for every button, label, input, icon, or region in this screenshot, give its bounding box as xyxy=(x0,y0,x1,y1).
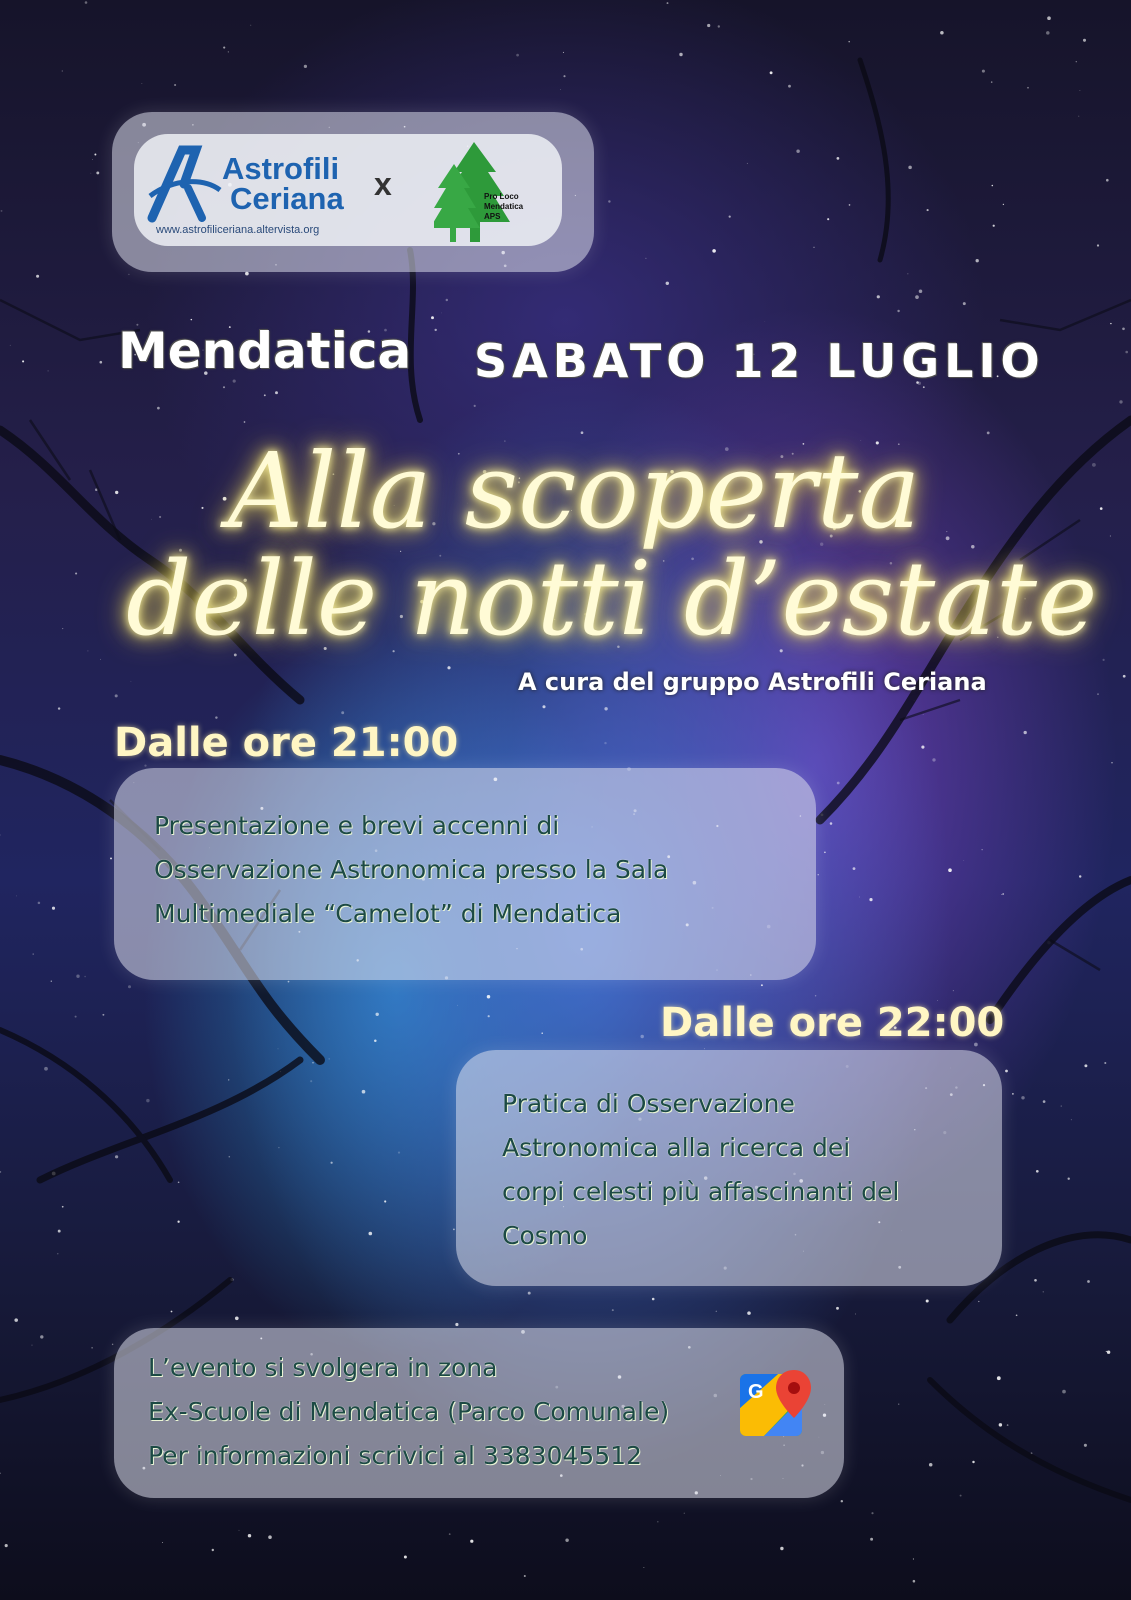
event-title-line2: delle notti d’estate xyxy=(126,540,1098,659)
session-1-time: Dalle ore 21:00 xyxy=(114,720,459,766)
session-1-description xyxy=(154,804,804,936)
session-2-line: Pratica di Osservazione xyxy=(502,1089,795,1118)
astrofili-logo-line1: Astrofili xyxy=(222,151,340,186)
pro-loco-logo-text xyxy=(484,192,523,222)
astrofili-logo-text xyxy=(222,151,344,216)
astrofili-logo-icon xyxy=(144,144,224,224)
logo-inner-panel xyxy=(134,134,562,246)
pro-loco-line3: APS xyxy=(484,212,501,221)
session-2-time: Dalle ore 22:00 xyxy=(660,1000,1005,1046)
session-2-panel xyxy=(456,1050,1002,1286)
event-date: SABATO 12 LUGLIO xyxy=(474,334,1045,388)
event-subtitle: A cura del gruppo Astrofili Ceriana xyxy=(518,668,987,696)
session-1-line: Osservazione Astronomica presso la Sala xyxy=(154,855,669,884)
session-1-line: Presentazione e brevi accenni di xyxy=(154,811,560,840)
location-description xyxy=(148,1346,768,1478)
logo-panel xyxy=(112,112,594,272)
contact-line: Per informazioni scrivici al 3383045512 xyxy=(148,1441,642,1470)
svg-text:G: G xyxy=(748,1381,764,1403)
collaboration-separator: x xyxy=(374,166,392,202)
session-1-line: Multimediale “Camelot” di Mendatica xyxy=(154,899,622,928)
location-panel xyxy=(114,1328,844,1498)
session-1-panel xyxy=(114,768,816,980)
google-maps-icon[interactable] xyxy=(738,1368,812,1442)
event-title-line1: Alla scoperta xyxy=(228,430,921,552)
town-name: Mendatica xyxy=(118,322,412,380)
astrofili-logo-line2: Ceriana xyxy=(230,181,344,216)
pro-loco-line1: Pro Loco xyxy=(484,192,519,201)
session-2-line: Cosmo xyxy=(502,1221,588,1250)
location-line: Ex-Scuole di Mendatica (Parco Comunale) xyxy=(148,1397,670,1426)
session-2-description xyxy=(502,1082,982,1258)
session-2-line: corpi celesti più affascinanti del xyxy=(502,1177,900,1206)
session-2-line: Astronomica alla ricerca dei xyxy=(502,1133,851,1162)
astrofili-url: www.astrofiliceriana.altervista.org xyxy=(156,224,320,236)
location-line: L’evento si svolgera in zona xyxy=(148,1353,498,1382)
pro-loco-line2: Mendatica xyxy=(484,202,524,211)
pro-loco-tree-icon xyxy=(434,138,544,244)
